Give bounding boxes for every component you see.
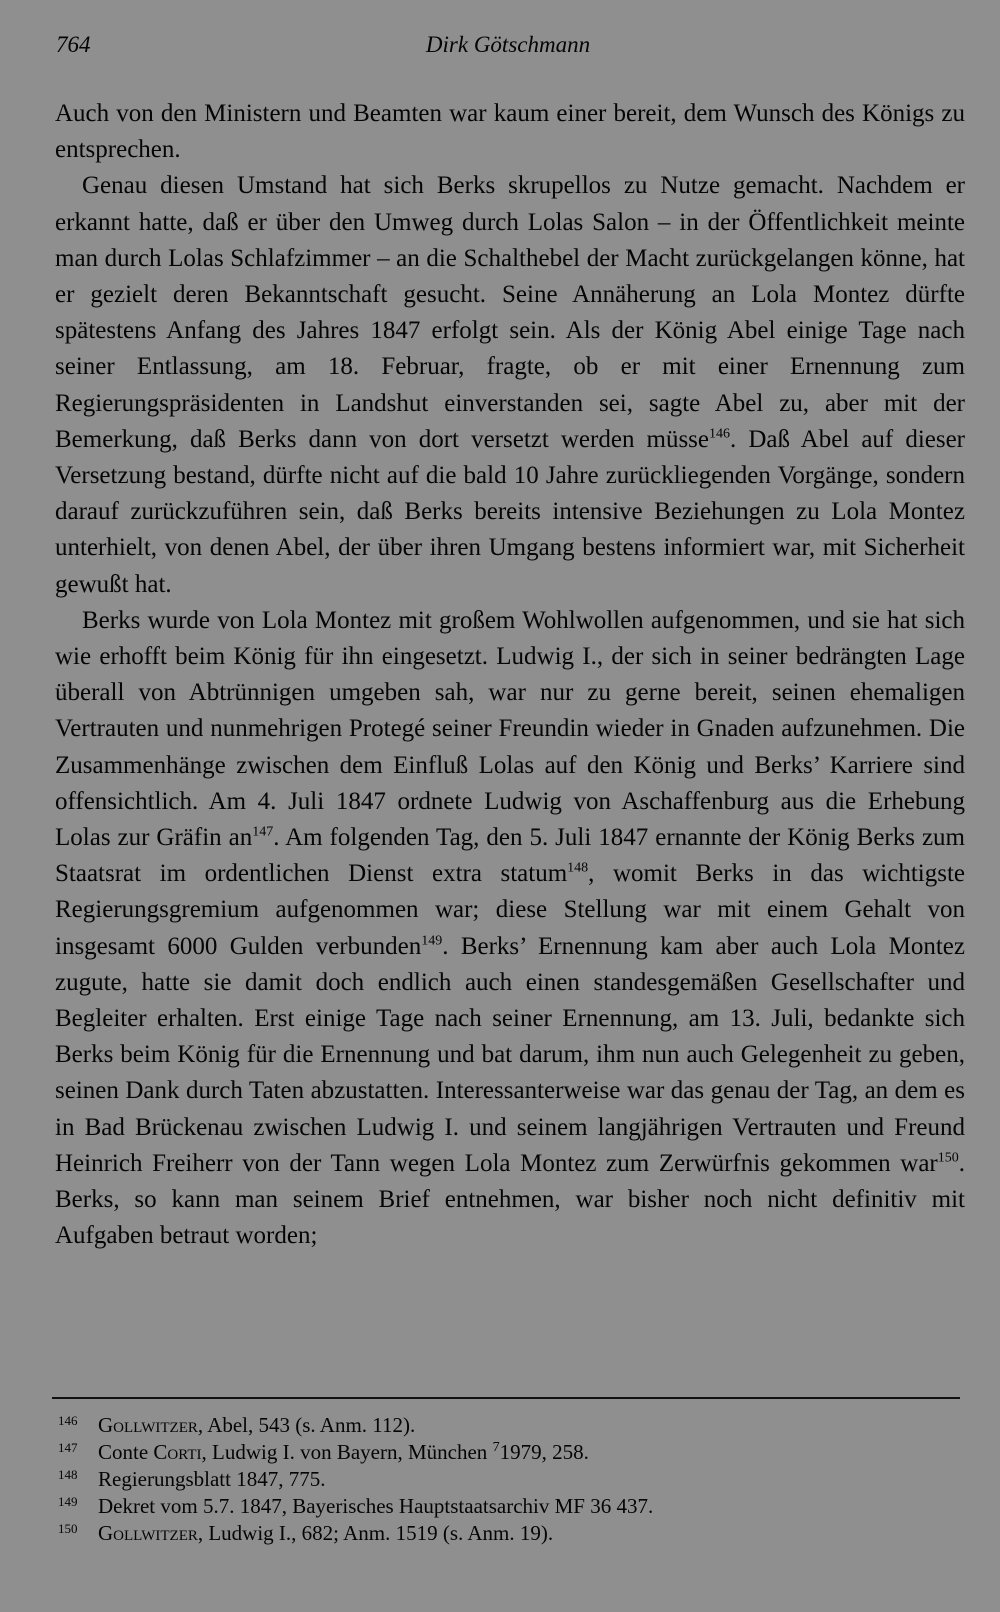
page-header (56, 28, 960, 68)
footnote-ref-149[interactable]: 149 (421, 933, 443, 949)
paragraph-1: Auch von den Ministern und Beamten war kaum einer bereit, dem Wunsch des Königs zu entsprechen. (55, 100, 965, 164)
footnote-number: 147 (58, 1440, 78, 1455)
footnote-146: 146 Gollwitzer, Abel, 543 (s. Anm. 112). (58, 1413, 416, 1437)
paragraph-2: Genau diesen Umstand hat sich Berks skrupellos zu Nutze gemacht. Nachdem er erkannt hatte, daß er über den Umweg durch Lolas Salon – in der Öffentlichkeit meinte man durch Lolas Schlafzimmer – an die Schalthebel der Macht zurückgelangen könne, hat er gezielt deren Bekanntschaft gesucht. Seine Annäherung an Lola Montez dürfte spätestens Anfang des Jahres 1847 erfolgt sein. Als der König Abel einige Tage nach seiner Entlassung, am 18. Februar, fragte, ob er mit einer Ernennung zum Regierungspräsidenten in Landshut einverstanden sei, sagte Abel zu, aber mit der Bemerkung, daß Berks dann von dort versetzt werden müsse$^{146}$. Daß Abel auf dieser Versetzung bestand, dürfte nicht auf die bald 10 Jahre zurückliegenden Vorgänge, sondern darauf zurückzuführen sein, daß Berks bereits intensive Beziehungen zu Lola Montez unterhielt, von denen Abel, der über ihren Umgang bestens informiert war, mit Sicherheit gewußt hat. (55, 172, 966, 598)
footnote-number: 149 (58, 1494, 78, 1509)
footnote-author: Gollwitzer (98, 1413, 198, 1437)
footnote-number: 146 (58, 1413, 78, 1428)
footnote-author: Corti (153, 1440, 202, 1464)
footnote-author: Gollwitzer (98, 1521, 198, 1545)
footnote-150: 150 Gollwitzer, Ludwig I., 682; Anm. 1519 (s. Anm. 19). (58, 1521, 554, 1545)
footnote-divider (52, 1397, 960, 1399)
footnotes (58, 1412, 958, 1547)
footnote-ref-148[interactable]: 148 (567, 860, 589, 876)
page-number: 764 (56, 32, 91, 57)
footnote-number: 148 (58, 1467, 78, 1482)
running-head: Dirk Götschmann (425, 32, 591, 57)
paragraph-3: Berks wurde von Lola Montez mit großem Wohlwollen aufgenommen, und sie hat sich wie erhofft beim König für ihn eingesetzt. Ludwig I., der sich in seiner bedrängten Lage überall von Abtrünnigen umgeben sah, war nur zu gerne bereit, seinen ehemaligen Vertrauten und nunmehrigen Protegé seiner Freundin wieder in Gnaden aufzunehmen. Die Zusammenhänge zwischen dem Einfluß Lolas auf den König und Berks’ Karriere sind offensichtlich. Am 4. Juli 1847 ordnete Ludwig von Aschaffenburg aus die Erhebung Lolas zur Gräfin $an^{147}$. Am folgenden Tag, den 5. Juli 1847 ernannte der König Berks zum Staatsrat im ordentlichen Dienst extra statum$^{148}$, womit Berks in das wichtigste Regierungsgremium aufgenommen war; diese Stellung war mit einem Gehalt von insgesamt 6000 Gulden verbunden$^{149}$. Berks’ Ernennung kam aber auch Lola Montez zugute, hatte sie damit doch endlich auch einen standesgemäßen Gesellschafter und Begleiter erhalten. Erst einige Tage nach seiner Ernennung, am 13. Juli, bedankte sich Berks beim König für die Ernennung und bat darum, ihm nun auch Gelegenheit zu geben, seinen Dank durch Taten abzustatten. Interessanterweise war das genau der Tag, an dem es in Bad Brückenau zwischen Ludwig I. und seinem langjährigen Vertrauten und Freund Heinrich Freiherr von der Tann wegen Lola Montez zum Zerwürfnis gekommen war$^{150}$. Berks, so kann man seinem Brief entnehmen, war bisher noch nicht definitiv mit Aufgaben betraut worden; (55, 606, 966, 1250)
footnote-149: 149 Dekret vom 5.7. 1847, Bayerisches Hauptstaatsarchiv MF 36 437. (58, 1494, 654, 1518)
main-text (55, 96, 965, 1255)
edition-superscript: 7 (492, 1440, 500, 1455)
footnote-number: 150 (58, 1521, 78, 1536)
footnote-147: 147 Conte Corti, Ludwig I. von Bayern, München $^7$1979, 258. (58, 1440, 589, 1464)
footnote-ref-146[interactable]: 146 (709, 426, 731, 442)
footnote-ref-150[interactable]: 150 (937, 1150, 959, 1166)
footnote-ref-147[interactable]: 147 (252, 824, 274, 840)
footnote-148: 148 Regierungsblatt 1847, 775. (58, 1467, 326, 1491)
